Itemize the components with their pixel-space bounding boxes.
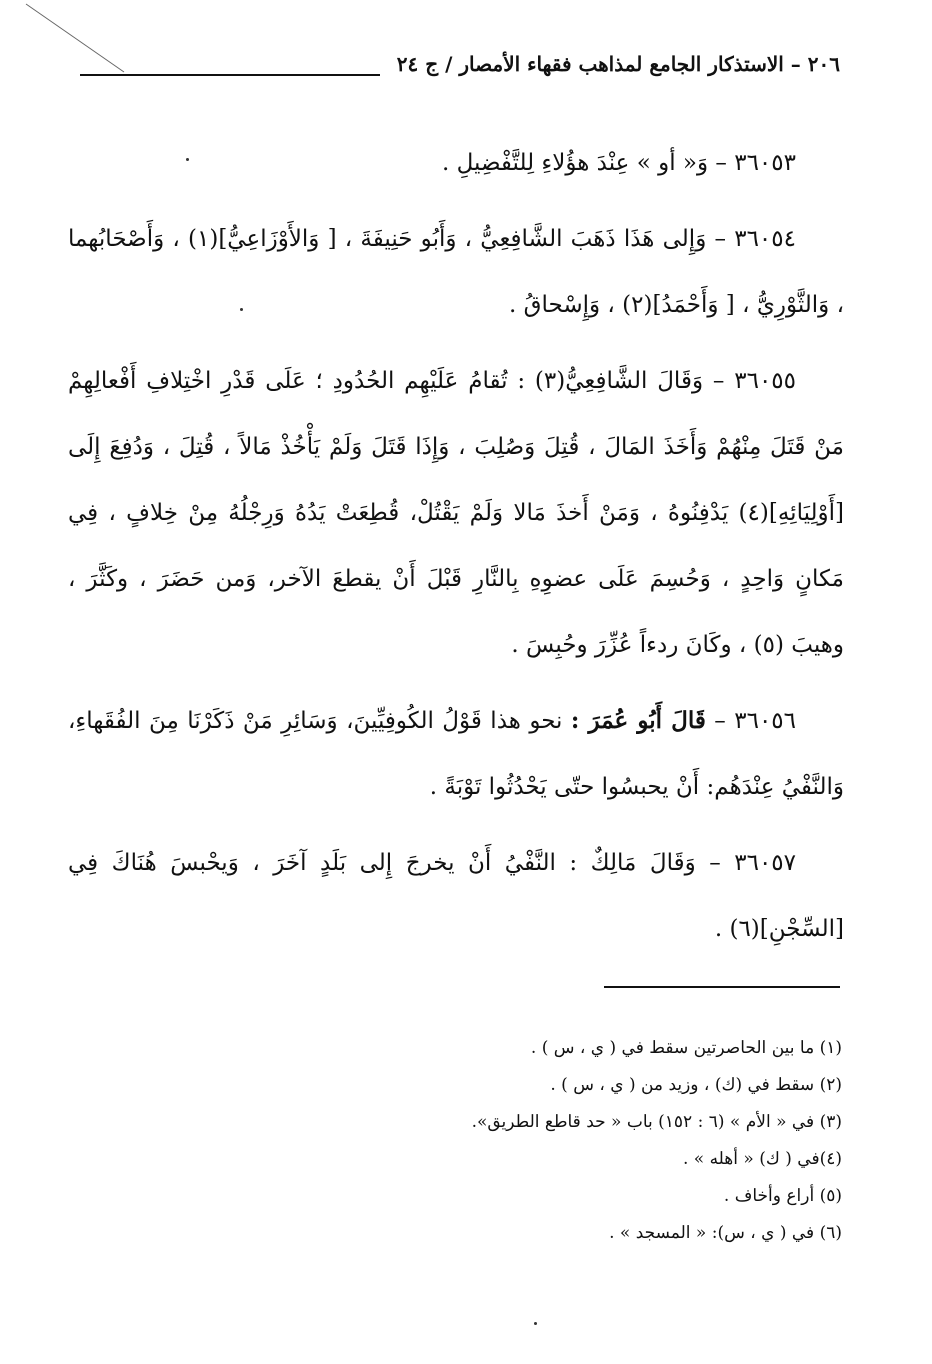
paragraph-number: ٣٦٠٥٣ – <box>715 150 796 176</box>
page-header <box>80 52 840 92</box>
scan-speck <box>240 308 243 311</box>
paragraph-36053 <box>68 130 844 196</box>
paragraph-text: نحو هذا قَوْلُ الكُوفِيِّينَ، وَسَائِرِ مَنْ ذَكَرْنَا مِنَ الفُقَهاءِ، وَالنَّفْيُ عِنْدَهُم: أَنْ يحبسُوا حتّى يَحْدُثُوا تَوْبَةً . <box>68 708 844 800</box>
paragraph-text: وَإِلى هَذَا ذَهَبَ الشَّافِعِيُّ ، وَأَبُو حَنِيفَةَ ، [ وَالأَوْزَاعِيُّ](١) ، وَأَصْحَابُهما ، وَالثَّوْرِيُّ ، [ وَأَحْمَدُ](٢) ، وَإِسْحاقُ . <box>68 226 844 318</box>
paragraph-36056 <box>68 688 844 820</box>
footnote-separator <box>604 986 840 988</box>
body-text <box>68 130 844 972</box>
footnotes <box>242 1030 842 1252</box>
paragraph-text: وَقَالَ الشَّافِعِيُّ(٣) : تُقامُ عَلَيْهِم الحُدُودِ ؛ عَلَى قَدْرِ اخْتِلافِ أَفْعالِهِمْ مَنْ قَتَلَ مِنْهُمْ وَأَخَذَ المَالَ ، قُتِلَ وَصُلِبَ ، وَإِذَا قَتَلَ وَلَمْ يَأْخُذْ مَالاً ، قُتِلَ ، وَدُفِعَ إِلَى [أَوْلِيَائِهِ](٤) يَدْفِنُوهُ ، وَمَنْ أَخذَ مَالا وَلَمْ يَقْتُلْ، قُطِعَتْ يَدُهُ وَرِجْلُهُ مِنْ خِلافٍ ، فِي مَكانٍ وَاحِدٍ ، وَحُسِمَ عَلَى عضوِهِ بِالنَّارِ قَبْلَ أَنْ يقطعَ الآخر، وَمن حَضَرَ ، وكَثَّرَ ، وهيبَ (٥) ، وكَانَ ردءاً عُزِّرَ وحُبِسَ . <box>68 368 844 658</box>
paragraph-text: وَ« أو » عِنْدَ هؤُلاءِ لِلتَّفْضِيلِ . <box>441 150 709 176</box>
scan-speck <box>186 158 189 161</box>
paragraph-text: وَقَالَ مَالِكٌ : النَّفْيُ أَنْ يخرجَ إِلى بَلَدٍ آخَرَ ، وَيحْبسَ هُنَاكَ فِي [السِّجْنِ](٦) . <box>68 850 844 942</box>
scan-speck <box>534 1322 537 1325</box>
footnote-6: (٦) في ( ي ، س): « المسجد » . <box>609 1223 842 1243</box>
footnote-1: (١) ما بين الحاصرتين سقط في ( ي ، س ) . <box>530 1038 842 1058</box>
paragraph-36054 <box>68 206 844 338</box>
paragraph-36055 <box>68 348 844 678</box>
paragraph-lead: قَالَ أَبُو عُمَرَ : <box>570 707 706 734</box>
footnote-3: (٣) في « الأم » (٦ : ١٥٢) باب « حد قاطع الطريق». <box>471 1112 842 1132</box>
footnote-5: (٥) أراع وأخاف . <box>723 1186 842 1206</box>
paragraph-number: ٣٦٠٥٤ – <box>714 226 796 252</box>
paragraph-number: ٣٦٠٥٧ – <box>709 850 797 876</box>
footnote-4: (٤)في ( ك) « أهله » . <box>682 1149 842 1169</box>
paragraph-36057 <box>68 830 844 962</box>
paragraph-number: ٣٦٠٥٥ – <box>712 368 797 394</box>
paragraph-number: ٣٦٠٥٦ – <box>714 708 797 734</box>
header-rule <box>80 74 380 76</box>
page-header-title: ٢٠٦ – الاستذكار الجامع لمذاهب فقهاء الأمصار / ج ٢٤ <box>396 52 840 76</box>
footnote-2: (٢) سقط في (ك) ، وزيد من ( ي ، س ) . <box>550 1075 842 1095</box>
